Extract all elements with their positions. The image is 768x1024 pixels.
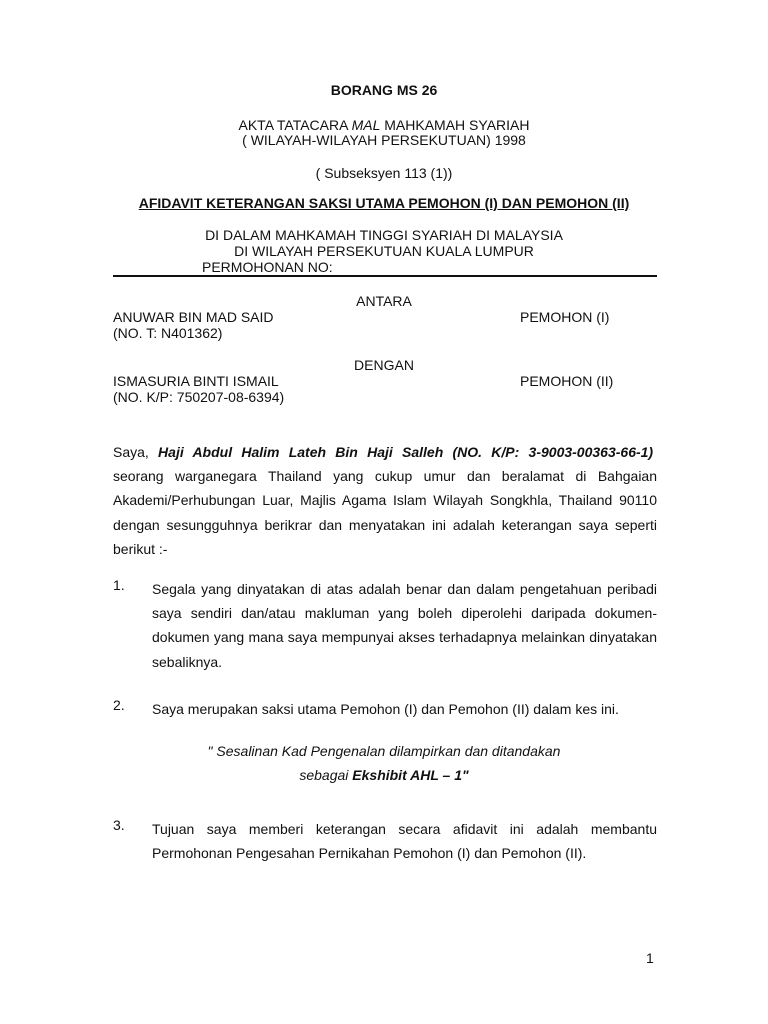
intro-prefix: Saya, bbox=[113, 444, 159, 460]
item-text: Tujuan saya memberi keterangan secara afidavit ini adalah membantu Permohonan Pengesahan Pernikahan Pemohon (I) dan Pemohon (II). bbox=[152, 821, 657, 862]
party2-name: ISMASURIA BINTI ISMAIL bbox=[113, 373, 279, 389]
application-number-label: PERMOHONAN NO: bbox=[202, 259, 333, 275]
party1-id: (NO. T: N401362) bbox=[113, 325, 223, 341]
intro-paragraph bbox=[113, 440, 657, 561]
exhibit-pre: sebagai bbox=[299, 767, 353, 783]
party2-id: (NO. K/P: 750207-08-6394) bbox=[113, 389, 285, 405]
item-number: 1. bbox=[113, 577, 125, 593]
affidavit-title: AFIDAVIT KETERANGAN SAKSI UTAMA PEMOHON (I) DAN PEMOHON (II) bbox=[138, 195, 630, 211]
party1-role: PEMOHON (I) bbox=[520, 309, 610, 325]
between-label: ANTARA bbox=[356, 293, 412, 309]
subsection-reference: ( Subseksyen 113 (1)) bbox=[315, 165, 453, 181]
exhibit-suffix: – 1" bbox=[438, 767, 469, 783]
act-title-italic: MAL bbox=[351, 117, 381, 133]
act-title-line1 bbox=[0, 117, 768, 133]
party1-name: ANUWAR BIN MAD SAID bbox=[113, 309, 274, 325]
party2-role: PEMOHON (II) bbox=[520, 373, 614, 389]
exhibit-note-line1: " Sesalinan Kad Pengenalan dilampirkan dan ditandakan bbox=[207, 743, 561, 759]
form-title: BORANG MS 26 bbox=[330, 82, 438, 98]
exhibit-label: Ekshibit AHL bbox=[352, 767, 439, 783]
court-name-line2: DI WILAYAH PERSEKUTUAN KUALA LUMPUR bbox=[234, 243, 534, 259]
court-name-line1: DI DALAM MAHKAMAH TINGGI SYARIAH DI MALAYSIA bbox=[205, 227, 563, 243]
act-title-post: MAHKAMAH SYARIAH bbox=[380, 117, 530, 133]
act-title-pre: AKTA TATACARA bbox=[238, 117, 352, 133]
item-text: Segala yang dinyatakan di atas adalah benar dan dalam pengetahuan peribadi saya sendiri dan/atau makluman yang boleh diperolehi daripada dokumen-dokumen yang mana saya mempunyai akses terhadapnya melainkan dinyatakan sebaliknya. bbox=[152, 581, 657, 670]
item-number: 3. bbox=[113, 817, 125, 833]
act-title-line2: ( WILAYAH-WILAYAH PERSEKUTUAN) 1998 bbox=[242, 132, 526, 148]
deponent-name: Haji Abdul Halim Lateh Bin Haji Salleh (NO. K/P: 3-9003-00363-66-1) bbox=[158, 444, 654, 460]
and-label: DENGAN bbox=[354, 357, 414, 373]
item-text: Saya merupakan saksi utama Pemohon (I) dan Pemohon (II) dalam kes ini. bbox=[152, 701, 619, 717]
intro-body: seorang warganegara Thailand yang cukup umur dan beralamat di Bahgaian Akademi/Perhubungan Luar, Majlis Agama Islam Wilayah Songkhla, Thailand 90110 dengan sesungguhnya berikrar dan menyatakan ini adalah keterangan saya seperti berikut :- bbox=[113, 468, 657, 557]
exhibit-note-line2 bbox=[0, 767, 768, 783]
item-number: 2. bbox=[113, 697, 125, 713]
header-divider bbox=[113, 275, 657, 277]
page-number: 1 bbox=[646, 950, 654, 966]
